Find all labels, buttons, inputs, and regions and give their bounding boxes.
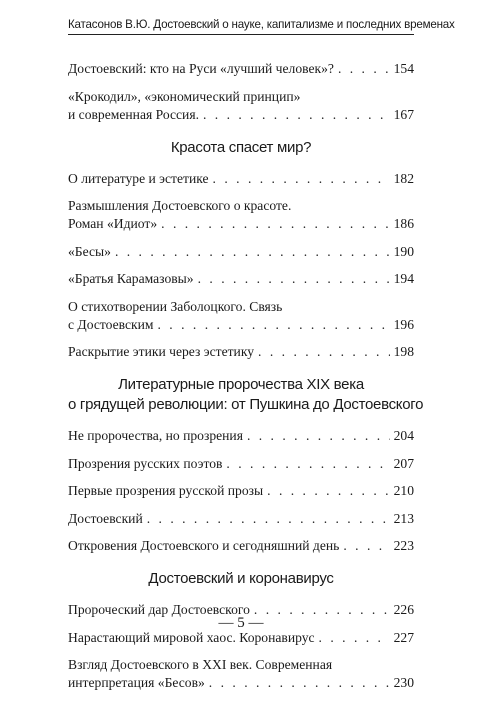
section-title-line: Литературные пророчества XIX века (118, 376, 364, 393)
dot-leader (161, 215, 389, 233)
toc-entry-row (68, 537, 414, 555)
toc-entry[interactable] (68, 510, 414, 528)
toc-entry-title-line: «Крокодил», «экономический принцип» (68, 88, 301, 104)
toc-entry-row (68, 243, 414, 261)
toc-entry[interactable] (68, 197, 414, 233)
toc-entry-title: Пророческий дар Достоевского (68, 602, 250, 617)
toc-entry-title: интерпретация «Бесов» (68, 675, 205, 690)
toc-entry-title: О литературе и эстетике (68, 170, 209, 186)
toc-entry-page-number: 190 (393, 243, 414, 259)
dot-leader (209, 674, 390, 692)
toc-entry-page-number: 186 (393, 216, 414, 231)
dot-leader (226, 455, 389, 473)
toc-entry-page-number: 210 (393, 483, 414, 498)
section-title-line: Красота спасет мир? (170, 138, 312, 156)
toc-entry-page-number: 154 (393, 61, 414, 76)
toc-entry-page-number: 167 (393, 106, 414, 122)
toc-entry[interactable] (68, 656, 414, 692)
toc-entry-page-number: 213 (393, 510, 414, 526)
toc-entry-row (68, 215, 414, 233)
toc-entry-page-number: 204 (393, 428, 414, 443)
dot-leader (213, 170, 390, 188)
toc-entry[interactable] (68, 243, 414, 261)
toc-entry-row (68, 510, 414, 528)
toc-entry-title: и современная Россия. (68, 106, 199, 122)
running-header: Катасонов В.Ю. Достоевский о науке, капитализме и последних временах (68, 18, 414, 35)
toc-entry-row (68, 106, 414, 124)
toc-entry-title: Роман «Идиот» (68, 216, 158, 231)
toc-entry[interactable] (68, 427, 414, 445)
dot-leader (247, 427, 390, 445)
toc-entry-row (68, 674, 414, 692)
dot-leader (267, 482, 389, 500)
toc-entry[interactable] (68, 170, 414, 188)
toc-entry-title: «Бесы» (68, 243, 111, 259)
toc-entry-title: Первые прозрения русской прозы (68, 483, 264, 498)
toc-entry-page-number: 194 (393, 271, 414, 286)
dot-leader (343, 537, 389, 555)
section-title (68, 569, 414, 589)
dot-leader (158, 316, 390, 334)
toc-entry-title: с Достоевским (68, 316, 154, 332)
toc-entry-page-number: 198 (393, 344, 414, 359)
section-title (68, 375, 424, 415)
section-title (68, 138, 414, 158)
toc-entry-row (68, 427, 414, 445)
toc-entry[interactable] (68, 455, 414, 473)
table-of-contents (68, 60, 424, 702)
toc-entry-title: Достоевский: кто на Руси «лучший человек»? (68, 61, 334, 76)
toc-entry-title: Раскрытие этики через эстетику (68, 344, 255, 359)
toc-entry-page-number: 207 (393, 455, 414, 471)
toc-entry-row (68, 316, 414, 334)
toc-entry[interactable] (68, 88, 414, 124)
toc-entry-title-line: О стихотворении Заболоцкого. Связь (68, 298, 283, 314)
toc-entry-page-number: 223 (393, 538, 414, 553)
toc-entry-page-number: 226 (393, 602, 414, 617)
toc-entry-row (68, 343, 414, 361)
toc-entry-row (68, 60, 414, 78)
toc-entry-row (68, 482, 414, 500)
toc-entry-title: «Братья Карамазовы» (68, 271, 194, 286)
toc-entry[interactable] (68, 343, 414, 361)
page-number: — 5 — (218, 615, 264, 631)
toc-entry-title-line: Взгляд Достоевского в XXI век. Современная (68, 657, 333, 672)
toc-entry-page-number: 227 (393, 629, 414, 645)
toc-entry-page-number: 230 (393, 675, 414, 690)
toc-entry-title: Не пророчества, но прозрения (68, 428, 243, 443)
toc-entry-page-number: 182 (393, 170, 414, 186)
dot-leader (203, 106, 390, 124)
toc-entry-row (68, 455, 414, 473)
dot-leader (258, 343, 390, 361)
section-title-line: о грядущей революции: от Пушкина до Достоевского (68, 396, 424, 413)
toc-entry[interactable] (68, 537, 414, 555)
dot-leader (198, 270, 390, 288)
toc-entry-title-line: Размышления Достоевского о красоте. (68, 198, 292, 213)
section-title-line: Достоевский и коронавирус (148, 570, 334, 587)
toc-entry-title: Нарастающий мировой хаос. Коронавирус (68, 629, 315, 645)
dot-leader (115, 243, 390, 261)
toc-entry-title: Откровения Достоевского и сегодняшний день (68, 538, 340, 553)
dot-leader (338, 60, 390, 78)
toc-entry[interactable] (68, 482, 414, 500)
toc-entry-page-number: 196 (393, 316, 414, 332)
toc-entry[interactable] (68, 270, 414, 288)
toc-entry-title: Достоевский (68, 510, 143, 526)
toc-entry-title: Прозрения русских поэтов (68, 455, 223, 471)
toc-entry-row (68, 270, 414, 288)
toc-entry[interactable] (68, 60, 414, 78)
dot-leader (147, 510, 390, 528)
toc-entry-row (68, 170, 414, 188)
toc-entry[interactable] (68, 298, 414, 334)
